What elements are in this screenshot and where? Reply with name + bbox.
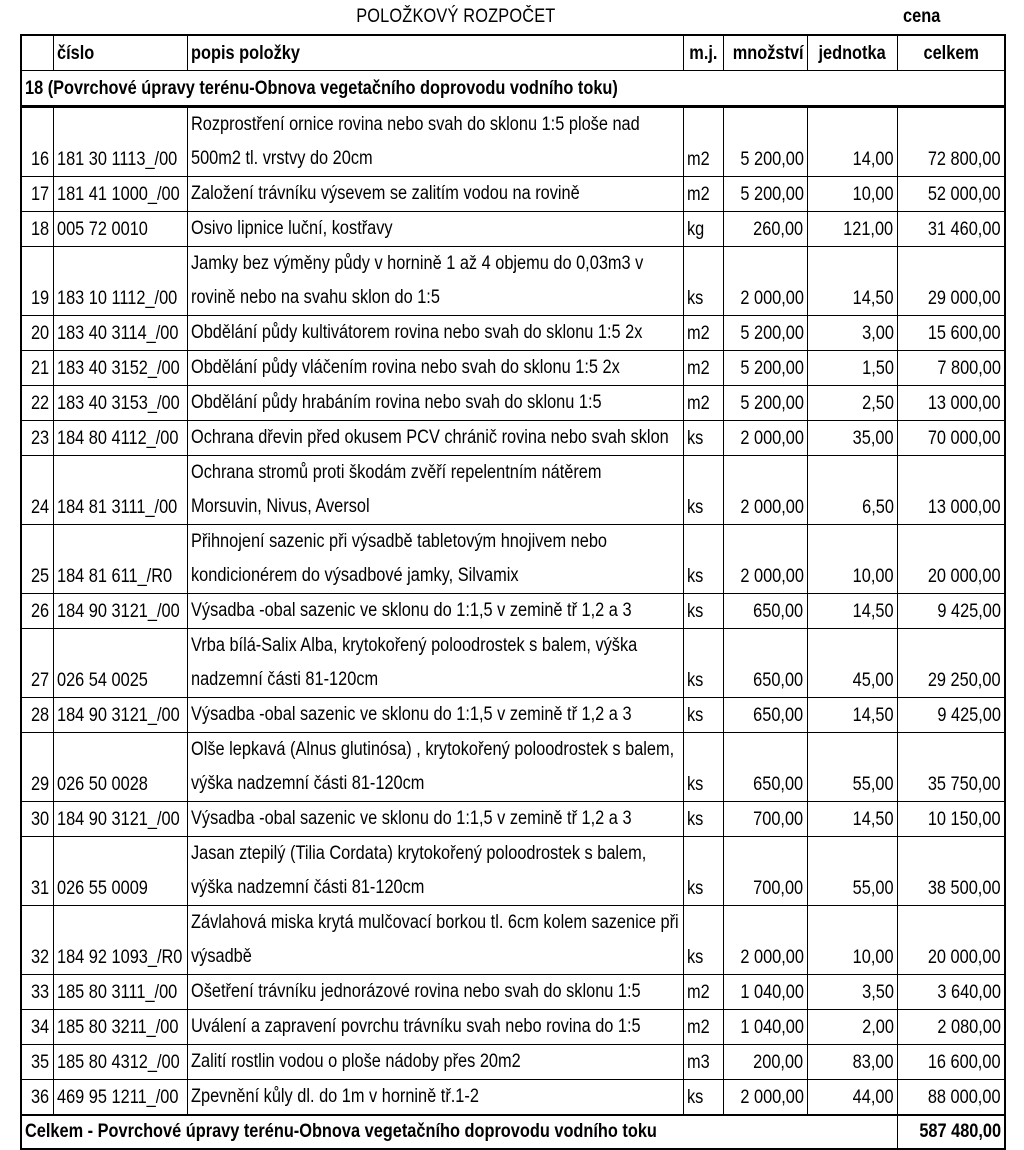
item-unit-price: 14,00 bbox=[807, 107, 897, 177]
item-unit: m2 bbox=[683, 107, 723, 177]
item-code: 181 41 1000_/00 bbox=[53, 177, 187, 212]
description-line: Obdělání půdy kultivátorem rovina nebo svah do sklonu 1:5 2x bbox=[190, 322, 642, 343]
item-total: 13 000,00 bbox=[897, 456, 1005, 525]
item-description bbox=[187, 698, 683, 733]
row-number: 27 bbox=[21, 629, 53, 698]
item-unit-price: 55,00 bbox=[807, 733, 897, 802]
table-row bbox=[21, 837, 1005, 906]
item-total: 88 000,00 bbox=[897, 1080, 1005, 1116]
item-total: 15 600,00 bbox=[897, 316, 1005, 351]
col-unit-header: m.j. bbox=[683, 35, 723, 71]
item-unit: m2 bbox=[683, 351, 723, 386]
description-line: Ochrana dřevin před okusem PCV chránič rovina nebo svah sklon bbox=[190, 427, 669, 448]
item-total: 29 250,00 bbox=[897, 629, 1005, 698]
item-unit: ks bbox=[683, 906, 723, 975]
item-quantity: 650,00 bbox=[723, 629, 807, 698]
description-line: Osivo lipnice luční, kostřavy bbox=[190, 218, 393, 239]
item-unit: ks bbox=[683, 456, 723, 525]
description-line: Uválení a zapravení povrchu trávníku svah nebo rovina do 1:5 bbox=[190, 1016, 641, 1037]
description-line: Ochrana stromů proti škodám zvěří repelentním nátěrem bbox=[190, 462, 601, 483]
item-code: 181 30 1113_/00 bbox=[53, 107, 187, 177]
description-line: kondicionérem do výsadbové jamky, Silvamix bbox=[190, 565, 519, 586]
item-unit-price: 3,00 bbox=[807, 316, 897, 351]
description-line: nadzemní části 81-120cm bbox=[190, 669, 378, 690]
item-code: 185 80 3111_/00 bbox=[53, 975, 187, 1010]
item-unit: ks bbox=[683, 629, 723, 698]
item-quantity: 2 000,00 bbox=[723, 456, 807, 525]
item-description bbox=[187, 629, 683, 698]
item-description bbox=[187, 1045, 683, 1080]
item-description bbox=[187, 247, 683, 316]
item-code: 184 81 611_/R0 bbox=[53, 525, 187, 594]
total-label: Celkem - Povrchové úpravy terénu-Obnova vegetačního doprovodu vodního toku bbox=[21, 1115, 897, 1149]
item-code: 184 92 1093_/R0 bbox=[53, 906, 187, 975]
item-total: 7 800,00 bbox=[897, 351, 1005, 386]
item-total: 9 425,00 bbox=[897, 594, 1005, 629]
description-line: Zpevnění kůly dl. do 1m v hornině tř.1-2 bbox=[190, 1086, 479, 1107]
description-line: výsadbě bbox=[190, 946, 252, 967]
row-number: 24 bbox=[21, 456, 53, 525]
item-total: 13 000,00 bbox=[897, 386, 1005, 421]
item-code: 005 72 0010 bbox=[53, 212, 187, 247]
item-quantity: 2 000,00 bbox=[723, 525, 807, 594]
item-unit: m2 bbox=[683, 177, 723, 212]
item-description bbox=[187, 733, 683, 802]
table-row bbox=[21, 247, 1005, 316]
item-code: 026 55 0009 bbox=[53, 837, 187, 906]
description-line: výška nadzemní části 81-120cm bbox=[190, 877, 424, 898]
item-unit-price: 3,50 bbox=[807, 975, 897, 1010]
item-unit: kg bbox=[683, 212, 723, 247]
section-row bbox=[21, 71, 1005, 107]
row-number: 31 bbox=[21, 837, 53, 906]
table-row bbox=[21, 316, 1005, 351]
item-code: 185 80 3211_/00 bbox=[53, 1010, 187, 1045]
item-description bbox=[187, 421, 683, 456]
table-row bbox=[21, 975, 1005, 1010]
table-row bbox=[21, 733, 1005, 802]
item-code: 183 40 3152_/00 bbox=[53, 351, 187, 386]
item-unit-price: 121,00 bbox=[807, 212, 897, 247]
item-code: 183 10 1112_/00 bbox=[53, 247, 187, 316]
item-description bbox=[187, 906, 683, 975]
item-unit-price: 14,50 bbox=[807, 594, 897, 629]
item-unit-price: 10,00 bbox=[807, 525, 897, 594]
item-quantity: 5 200,00 bbox=[723, 177, 807, 212]
item-description bbox=[187, 386, 683, 421]
item-code: 185 80 4312_/00 bbox=[53, 1045, 187, 1080]
col-unit-price-header: jednotka bbox=[807, 35, 897, 71]
item-unit-price: 6,50 bbox=[807, 456, 897, 525]
item-unit: m2 bbox=[683, 386, 723, 421]
table-row bbox=[21, 594, 1005, 629]
description-line: Závlahová miska krytá mulčovací borkou tl. 6cm kolem sazenice při bbox=[190, 912, 679, 933]
item-quantity: 1 040,00 bbox=[723, 1010, 807, 1045]
item-total: 70 000,00 bbox=[897, 421, 1005, 456]
item-quantity: 1 040,00 bbox=[723, 975, 807, 1010]
item-unit-price: 2,50 bbox=[807, 386, 897, 421]
row-number: 33 bbox=[21, 975, 53, 1010]
item-unit: ks bbox=[683, 247, 723, 316]
col-qty-header: množství bbox=[723, 35, 807, 71]
table-row bbox=[21, 456, 1005, 525]
table-row bbox=[21, 1080, 1005, 1116]
item-code: 469 95 1211_/00 bbox=[53, 1080, 187, 1116]
row-number: 21 bbox=[21, 351, 53, 386]
item-description bbox=[187, 107, 683, 177]
row-number: 29 bbox=[21, 733, 53, 802]
table-row bbox=[21, 525, 1005, 594]
table-row bbox=[21, 351, 1005, 386]
item-unit-price: 14,50 bbox=[807, 247, 897, 316]
description-line: Olše lepkavá (Alnus glutinósa) , krytokořený poloodrostek s balem, bbox=[190, 739, 674, 760]
table-row bbox=[21, 906, 1005, 975]
item-code: 026 50 0028 bbox=[53, 733, 187, 802]
item-total: 31 460,00 bbox=[897, 212, 1005, 247]
col-total-header: celkem bbox=[897, 35, 1005, 71]
item-total: 72 800,00 bbox=[897, 107, 1005, 177]
item-quantity: 2 000,00 bbox=[723, 1080, 807, 1116]
item-unit: ks bbox=[683, 594, 723, 629]
table-row bbox=[21, 698, 1005, 733]
description-line: Obdělání půdy hrabáním rovina nebo svah do sklonu 1:5 bbox=[190, 392, 602, 413]
grand-total: 587 480,00 bbox=[897, 1115, 1005, 1149]
item-quantity: 5 200,00 bbox=[723, 351, 807, 386]
row-number: 18 bbox=[21, 212, 53, 247]
row-number: 17 bbox=[21, 177, 53, 212]
description-line: Výsadba -obal sazenic ve sklonu do 1:1,5 v zemině tř 1,2 a 3 bbox=[190, 808, 632, 829]
col-no-header bbox=[21, 35, 53, 71]
total-row bbox=[21, 1115, 1005, 1149]
col-desc-header: popis položky bbox=[187, 35, 683, 71]
row-number: 16 bbox=[21, 107, 53, 177]
item-unit: ks bbox=[683, 421, 723, 456]
item-unit-price: 44,00 bbox=[807, 1080, 897, 1116]
item-unit-price: 55,00 bbox=[807, 837, 897, 906]
item-description bbox=[187, 1010, 683, 1045]
item-description bbox=[187, 456, 683, 525]
item-description bbox=[187, 316, 683, 351]
item-total: 35 750,00 bbox=[897, 733, 1005, 802]
description-line: Vrba bílá-Salix Alba, krytokořený poloodrostek s balem, výška bbox=[190, 635, 637, 656]
description-line: 500m2 tl. vrstvy do 20cm bbox=[190, 148, 373, 169]
budget-table bbox=[20, 34, 1006, 1150]
item-unit-price: 2,00 bbox=[807, 1010, 897, 1045]
description-line: Jasan ztepilý (Tilia Cordata) krytokořený poloodrostek s balem, bbox=[190, 843, 646, 864]
header-row bbox=[21, 35, 1005, 71]
item-code: 184 90 3121_/00 bbox=[53, 802, 187, 837]
item-quantity: 2 000,00 bbox=[723, 906, 807, 975]
item-quantity: 5 200,00 bbox=[723, 386, 807, 421]
table-row bbox=[21, 212, 1005, 247]
item-quantity: 700,00 bbox=[723, 837, 807, 906]
item-total: 20 000,00 bbox=[897, 906, 1005, 975]
item-quantity: 5 200,00 bbox=[723, 107, 807, 177]
item-unit: m2 bbox=[683, 316, 723, 351]
item-description bbox=[187, 837, 683, 906]
row-number: 35 bbox=[21, 1045, 53, 1080]
description-line: Morsuvin, Nivus, Aversol bbox=[190, 496, 370, 517]
item-description bbox=[187, 525, 683, 594]
table-row bbox=[21, 177, 1005, 212]
item-total: 16 600,00 bbox=[897, 1045, 1005, 1080]
row-number: 23 bbox=[21, 421, 53, 456]
description-line: Ošetření trávníku jednorázové rovina nebo svah do sklonu 1:5 bbox=[190, 981, 641, 1002]
item-quantity: 650,00 bbox=[723, 733, 807, 802]
item-code: 183 40 3153_/00 bbox=[53, 386, 187, 421]
row-number: 34 bbox=[21, 1010, 53, 1045]
row-number: 30 bbox=[21, 802, 53, 837]
item-code: 026 54 0025 bbox=[53, 629, 187, 698]
item-total: 9 425,00 bbox=[897, 698, 1005, 733]
item-unit: m3 bbox=[683, 1045, 723, 1080]
item-quantity: 2 000,00 bbox=[723, 247, 807, 316]
item-code: 184 80 4112_/00 bbox=[53, 421, 187, 456]
item-total: 10 150,00 bbox=[897, 802, 1005, 837]
description-line: rovině nebo na svahu sklon do 1:5 bbox=[190, 287, 440, 308]
description-line: Zalití rostlin vodou o ploše nádoby přes 20m2 bbox=[190, 1051, 521, 1072]
description-line: Výsadba -obal sazenic ve sklonu do 1:1,5 v zemině tř 1,2 a 3 bbox=[190, 600, 632, 621]
item-unit-price: 14,50 bbox=[807, 698, 897, 733]
item-total: 38 500,00 bbox=[897, 837, 1005, 906]
item-code: 184 90 3121_/00 bbox=[53, 698, 187, 733]
item-unit-price: 14,50 bbox=[807, 802, 897, 837]
item-quantity: 2 000,00 bbox=[723, 421, 807, 456]
item-description bbox=[187, 594, 683, 629]
description-line: Založení trávníku výsevem se zalitím vodou na rovině bbox=[190, 183, 580, 204]
price-group-header: cena bbox=[903, 6, 941, 27]
item-unit-price: 10,00 bbox=[807, 177, 897, 212]
table-row bbox=[21, 629, 1005, 698]
item-unit: ks bbox=[683, 802, 723, 837]
row-number: 26 bbox=[21, 594, 53, 629]
table-row bbox=[21, 1010, 1005, 1045]
item-total: 52 000,00 bbox=[897, 177, 1005, 212]
section-title: 18 (Povrchové úpravy terénu-Obnova vegetačního doprovodu vodního toku) bbox=[21, 71, 1005, 107]
item-quantity: 200,00 bbox=[723, 1045, 807, 1080]
item-quantity: 5 200,00 bbox=[723, 316, 807, 351]
row-number: 20 bbox=[21, 316, 53, 351]
item-unit-price: 83,00 bbox=[807, 1045, 897, 1080]
item-description bbox=[187, 212, 683, 247]
item-total: 29 000,00 bbox=[897, 247, 1005, 316]
row-number: 25 bbox=[21, 525, 53, 594]
description-line: Rozprostření ornice rovina nebo svah do sklonu 1:5 ploše nad bbox=[190, 114, 640, 135]
item-unit: ks bbox=[683, 525, 723, 594]
item-description bbox=[187, 802, 683, 837]
item-unit-price: 45,00 bbox=[807, 629, 897, 698]
item-quantity: 650,00 bbox=[723, 594, 807, 629]
item-total: 20 000,00 bbox=[897, 525, 1005, 594]
description-line: výška nadzemní části 81-120cm bbox=[190, 773, 424, 794]
table-row bbox=[21, 1045, 1005, 1080]
item-description bbox=[187, 177, 683, 212]
description-line: Výsadba -obal sazenic ve sklonu do 1:1,5 v zemině tř 1,2 a 3 bbox=[190, 704, 632, 725]
item-code: 184 81 3111_/00 bbox=[53, 456, 187, 525]
table-row bbox=[21, 802, 1005, 837]
item-unit: m2 bbox=[683, 975, 723, 1010]
item-unit: m2 bbox=[683, 1010, 723, 1045]
row-number: 22 bbox=[21, 386, 53, 421]
item-quantity: 650,00 bbox=[723, 698, 807, 733]
item-code: 183 40 3114_/00 bbox=[53, 316, 187, 351]
table-row bbox=[21, 107, 1005, 177]
document-title: POLOŽKOVÝ ROZPOČET bbox=[356, 6, 556, 27]
item-quantity: 700,00 bbox=[723, 802, 807, 837]
item-unit-price: 35,00 bbox=[807, 421, 897, 456]
row-number: 19 bbox=[21, 247, 53, 316]
table-row bbox=[21, 386, 1005, 421]
item-unit-price: 1,50 bbox=[807, 351, 897, 386]
item-description bbox=[187, 351, 683, 386]
description-line: Přihnojení sazenic při výsadbě tabletovým hnojivem nebo bbox=[190, 531, 607, 552]
row-number: 36 bbox=[21, 1080, 53, 1116]
item-unit-price: 10,00 bbox=[807, 906, 897, 975]
item-unit: ks bbox=[683, 733, 723, 802]
description-line: Jamky bez výměny půdy v hornině 1 až 4 objemu do 0,03m3 v bbox=[190, 253, 643, 274]
row-number: 32 bbox=[21, 906, 53, 975]
item-quantity: 260,00 bbox=[723, 212, 807, 247]
item-rows bbox=[21, 107, 1005, 1116]
item-unit: ks bbox=[683, 1080, 723, 1116]
item-description bbox=[187, 975, 683, 1010]
row-number: 28 bbox=[21, 698, 53, 733]
table-row bbox=[21, 421, 1005, 456]
item-unit: ks bbox=[683, 837, 723, 906]
item-total: 3 640,00 bbox=[897, 975, 1005, 1010]
item-unit: ks bbox=[683, 698, 723, 733]
description-line: Obdělání půdy vláčením rovina nebo svah do sklonu 1:5 2x bbox=[190, 357, 620, 378]
item-code: 184 90 3121_/00 bbox=[53, 594, 187, 629]
item-total: 2 080,00 bbox=[897, 1010, 1005, 1045]
col-code-header: číslo bbox=[53, 35, 187, 71]
item-description bbox=[187, 1080, 683, 1116]
